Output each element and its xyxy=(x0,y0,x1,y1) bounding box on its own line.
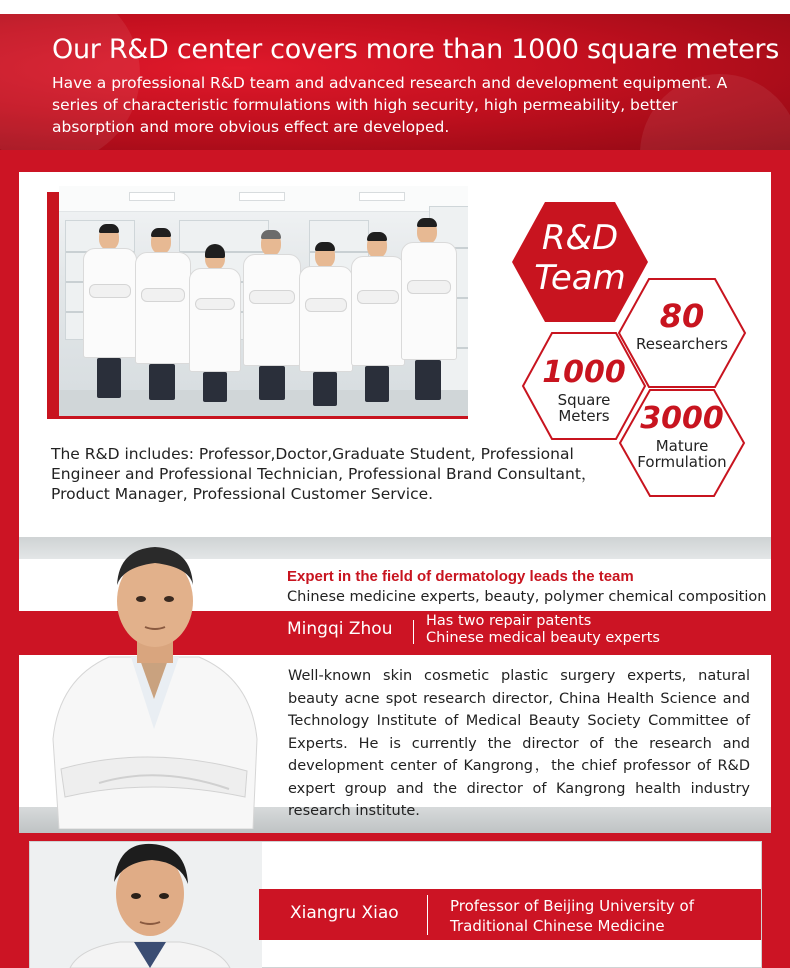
divider xyxy=(413,620,414,644)
expert2-portrait xyxy=(30,842,262,968)
stat-number: 1000 xyxy=(542,355,626,390)
banner-description: Have a professional R&D team and advanced research and development equipment. A series of characteristic formulations with high security, high permeability, better absorption and more obvious effect are developed. xyxy=(52,74,728,136)
expert1-name: Mingqi Zhou xyxy=(287,619,393,639)
expert1-headline: Expert in the field of dermatology leads the team xyxy=(287,568,634,585)
stat-label: Researchers xyxy=(635,335,728,353)
stat-label: Mature xyxy=(655,437,709,455)
expert1-attributes xyxy=(426,613,660,647)
banner-title: Our R&D center covers more than 1000 square meters xyxy=(52,34,779,65)
rd-team-line1: R&D xyxy=(541,218,619,258)
divider xyxy=(427,895,428,935)
expert2-attr-line1: Professor of Beijing University of xyxy=(450,897,694,915)
expert1-portrait xyxy=(39,539,269,829)
stat-label: Meters xyxy=(558,407,610,425)
expert1-attr-line2: Chinese medical beauty experts xyxy=(426,630,660,646)
expert2-attr-line2: Traditional Chinese Medicine xyxy=(450,917,665,935)
expert1-attr-line1: Has two repair patents xyxy=(426,613,592,629)
team-photo xyxy=(59,186,468,416)
rd-team-line2: Team xyxy=(534,258,626,298)
top-banner xyxy=(0,14,790,150)
stat-number: 80 xyxy=(659,297,705,335)
stat-label: Formulation xyxy=(637,453,727,471)
expert1-bio: Well-known skin cosmetic plastic surgery experts, natural beauty acne spot research director, China Health Science and Technology Institute of Medical Beauty Society Committee of Experts. He is currently the director of the research and development center of Kangrong，the chief professor of R&D expert group and the director of Kangrong health industry research institute. xyxy=(288,668,750,819)
expert2-name: Xiangru Xiao xyxy=(290,903,399,923)
expert2-attributes xyxy=(450,896,694,936)
stat-label: Square xyxy=(557,391,611,409)
stat-number: 3000 xyxy=(640,401,724,436)
rd-includes-text: The R&D includes: Professor,Doctor,Graduate Student, Professional Engineer and Professional Technician, Professional Brand Consultant，Product Manager, Professional Customer Service. xyxy=(51,445,597,503)
expert1-subline: Chinese medicine experts, beauty, polymer chemical composition xyxy=(287,589,767,605)
